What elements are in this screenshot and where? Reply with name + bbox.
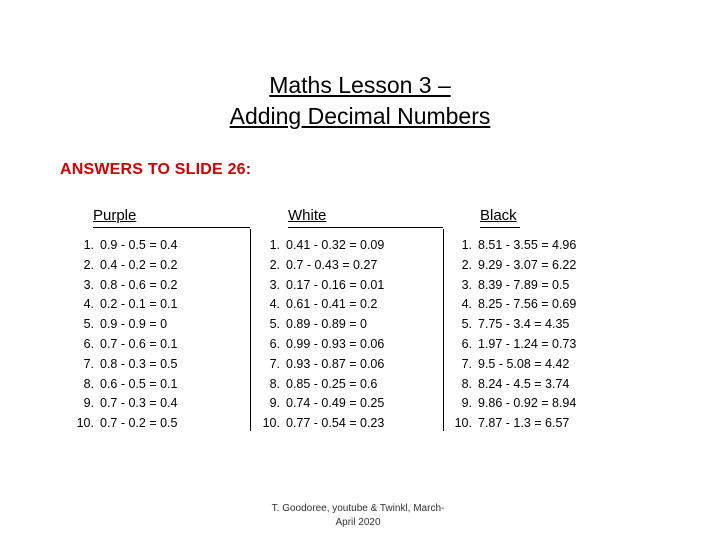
- list-item: 2. 0.7 - 0.43 = 0.27: [269, 257, 378, 272]
- footer-line-1: T. Goodoree, youtube & Twinkl, March-: [271, 503, 445, 514]
- answer-list-white: [258, 236, 384, 434]
- list-item: 5. 0.89 - 0.89 = 0: [269, 317, 367, 332]
- list-item: 6. 0.7 - 0.6 = 0.1: [83, 336, 178, 351]
- list-item: 1. 0.9 - 0.5 = 0.4: [83, 238, 178, 252]
- list-item: 7. 0.8 - 0.3 = 0.5: [83, 356, 178, 371]
- answers-heading: ANSWERS TO SLIDE 26:: [60, 161, 252, 178]
- list-item: 9. 0.74 - 0.49 = 0.25: [269, 396, 385, 411]
- header-rule-purple: [93, 227, 250, 228]
- page-title: [0, 70, 720, 132]
- list-item: 2. 9.29 - 3.07 = 6.22: [461, 257, 577, 272]
- list-item: 6. 1.97 - 1.24 = 0.73: [461, 336, 577, 351]
- list-item: 9. 9.86 - 0.92 = 8.94: [461, 396, 577, 411]
- list-item: 2. 0.4 - 0.2 = 0.2: [83, 257, 178, 272]
- list-item: 4. 0.2 - 0.1 = 0.1: [83, 297, 178, 312]
- column-header-black: Black: [480, 207, 517, 224]
- list-item: 10. 7.87 - 1.3 = 6.57: [454, 416, 570, 431]
- list-item: 10. 0.7 - 0.2 = 0.5: [76, 416, 178, 431]
- list-item: 8. 8.24 - 4.5 = 3.74: [461, 376, 570, 391]
- column-divider-1: [250, 229, 251, 431]
- answer-list-black: [450, 236, 576, 434]
- title-line-1: Maths Lesson 3 –: [269, 72, 451, 98]
- list-item: 3. 8.39 - 7.89 = 0.5: [461, 277, 570, 292]
- column-header-white: White: [288, 207, 327, 224]
- list-item: 7. 0.93 - 0.87 = 0.06: [269, 356, 385, 371]
- header-rule-white: [288, 227, 443, 228]
- list-item: 3. 0.8 - 0.6 = 0.2: [83, 277, 178, 292]
- list-item: 9. 0.7 - 0.3 = 0.4: [83, 396, 178, 411]
- footer-credit: [252, 502, 464, 530]
- list-item: 8. 0.85 - 0.25 = 0.6: [269, 376, 378, 391]
- list-item: 5. 0.9 - 0.9 = 0: [83, 317, 168, 332]
- footer-line-2: April 2020: [335, 517, 381, 528]
- list-item: 7. 9.5 - 5.08 = 4.42: [461, 356, 570, 371]
- list-item: 1. 0.41 - 0.32 = 0.09: [269, 238, 385, 252]
- list-item: 10. 0.77 - 0.54 = 0.23: [262, 416, 385, 431]
- list-item: 6. 0.99 - 0.93 = 0.06: [269, 336, 385, 351]
- list-item: 1. 8.51 - 3.55 = 4.96: [461, 238, 577, 252]
- title-line-2: Adding Decimal Numbers: [229, 103, 491, 129]
- list-item: 4. 8.25 - 7.56 = 0.69: [461, 297, 577, 312]
- list-item: 3. 0.17 - 0.16 = 0.01: [269, 277, 385, 292]
- header-rule-black: [480, 227, 520, 228]
- column-header-purple: Purple: [93, 207, 137, 224]
- list-item: 5. 7.75 - 3.4 = 4.35: [461, 317, 570, 332]
- list-item: 8. 0.6 - 0.5 = 0.1: [83, 376, 178, 391]
- answer-list-purple: [72, 236, 177, 434]
- list-item: 4. 0.61 - 0.41 = 0.2: [269, 297, 378, 312]
- column-divider-2: [443, 229, 444, 431]
